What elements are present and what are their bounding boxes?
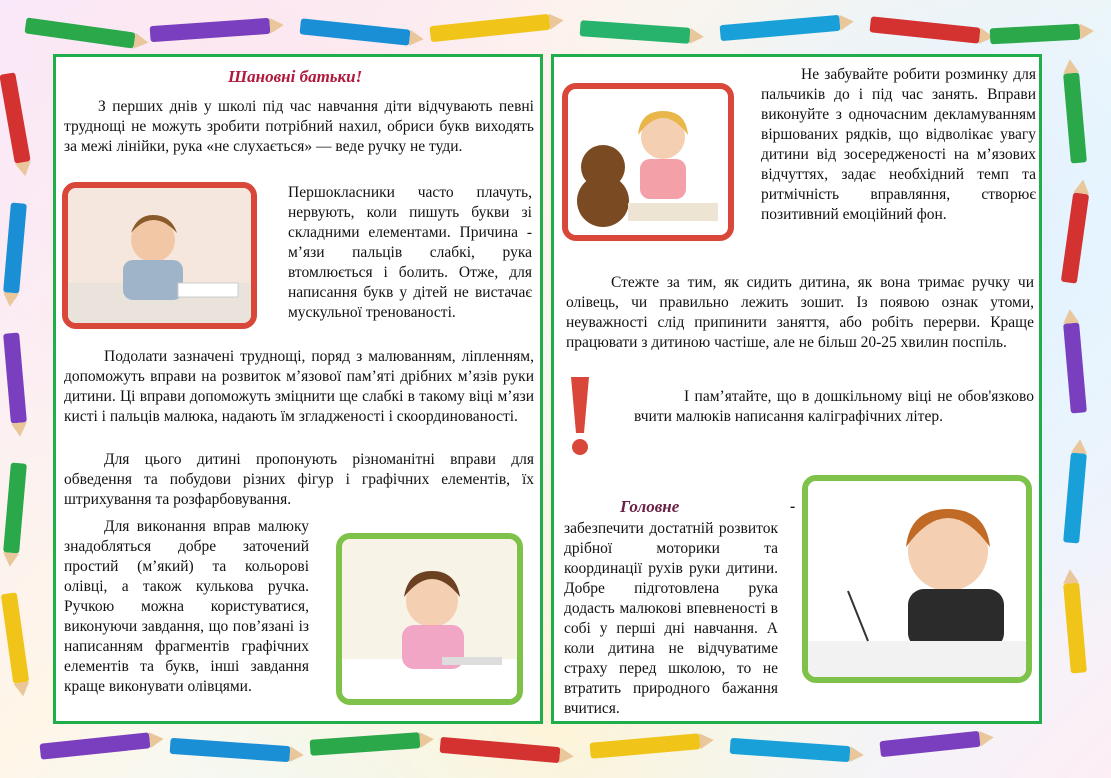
pencil-icon xyxy=(990,24,1081,45)
main-point-paragraph: забезпечити достатній розвиток дрібної моторики та координації рухів руки дитини. Добре підготовлена рука додасть малюкові впевненості в собі у перші дні навчання. А коли дитина не відчуватиме страху перед школою, то не втратить природного бажання вчитися. xyxy=(564,520,778,717)
pencil-icon xyxy=(150,18,271,42)
pencil-icon xyxy=(310,732,421,756)
girl-drawing-photo xyxy=(336,533,523,705)
pencil-icon xyxy=(440,737,561,763)
pencil-icon xyxy=(1063,322,1087,413)
pencil-icon xyxy=(3,332,27,423)
boy-tired-photo xyxy=(62,182,257,329)
boy-writing-photo xyxy=(802,475,1032,683)
pencil-icon xyxy=(730,738,851,762)
boy-tired-image xyxy=(68,188,251,323)
pencil-icon xyxy=(879,731,980,757)
pencil-icon xyxy=(590,733,701,759)
intro-paragraph: З перших днів у школі під час навчання діти відчувають певні труднощі не можуть зробити потрібний нахил, обриси букв виходять за межі лінійки, рука «не слухається» — веде ручку не туди. xyxy=(64,98,534,155)
pencil-icon xyxy=(1,592,29,683)
pencil-icon xyxy=(0,72,31,163)
main-heading: Головне xyxy=(620,497,680,516)
pencil-icon xyxy=(24,17,135,48)
pencil-icon xyxy=(869,16,980,43)
exercises-paragraph: Для цього дитині пропонують різноманітні вправи для обведення та побудови різних фігур і графічних елементів, їх штрихування та розфарбовування. xyxy=(64,451,534,508)
exclamation-icon xyxy=(567,375,593,457)
warmup-paragraph: Не забувайте робити розминку для пальчиків до і під час занять. Вправи виконуйте з одночасним декламуванням віршованих рядків, що відволікає увагу дитини від зосередженості на м’язових відчуттях, задає необхідний темп та ритмічність вправляння, створює позитивний емоційний фон. xyxy=(761,66,1036,223)
pencil-icon xyxy=(1063,72,1087,163)
pencil-icon xyxy=(3,202,27,293)
page-title: Шановні батьки! xyxy=(228,67,363,86)
right-page xyxy=(551,54,1042,724)
pencil-icon xyxy=(39,732,150,759)
pencil-icon xyxy=(1061,192,1089,283)
posture-paragraph: Стежте за тим, як сидить дитина, як вона тримає ручку чи олівець, чи правильно лежить зошит. Із появою ознак утоми, неуважності слід припинити заняття, або робіть перерви. Краще працювати з дитиною частіше, але не більш 20-25 хвилин поспіль. xyxy=(566,274,1034,351)
supplies-paragraph: Для виконання вправ малюку знадобляться добре заточений простий (м’який) та кольорові олівці, а також кулькова ручка. Ручкою можна користуватися, виконуючи завдання, що пов’язані із написанням фрагментів графічних елементів та букв, інші завдання краще виконувати олівцями. xyxy=(64,518,309,695)
overcome-paragraph: Подолати зазначені труднощі, поряд з малюванням, ліпленням, допоможуть вправи на розвиток м’язової пам’яті дрібних м’язів руки дитини. Ці вправи допоможуть зміцнити ще слабкі в такому віці м’язи кисті і пальців малюка, надають їм згладженості і скоординованості. xyxy=(64,348,534,425)
pencil-icon xyxy=(429,14,550,42)
pencil-icon xyxy=(580,20,691,44)
first-graders-paragraph: Першокласники часто плачуть, нервують, коли пишуть букви зі складними елементами. Причина - м’язи пальців слабкі, рука втомлюється і болить. Отже, для написання букв у дітей не вистачає мускульної тренованості. xyxy=(288,184,532,321)
pencil-icon xyxy=(3,462,27,553)
girl-drawing-image xyxy=(342,539,517,699)
pencil-icon xyxy=(170,738,291,762)
girl-with-teddy-image xyxy=(568,89,728,235)
pencil-icon xyxy=(1063,582,1087,673)
pencil-icon xyxy=(1063,452,1087,543)
remember-paragraph: І пам’ятайте, що в дошкільному віці не обов'язково вчити малюків написання каліграфічних літер. xyxy=(634,388,1034,425)
heading-dash: - xyxy=(790,498,796,515)
left-page xyxy=(53,54,543,724)
pencil-icon xyxy=(720,15,841,41)
boy-writing-image xyxy=(808,481,1026,677)
girl-with-teddy-photo xyxy=(562,83,734,241)
pencil-icon xyxy=(299,18,410,45)
